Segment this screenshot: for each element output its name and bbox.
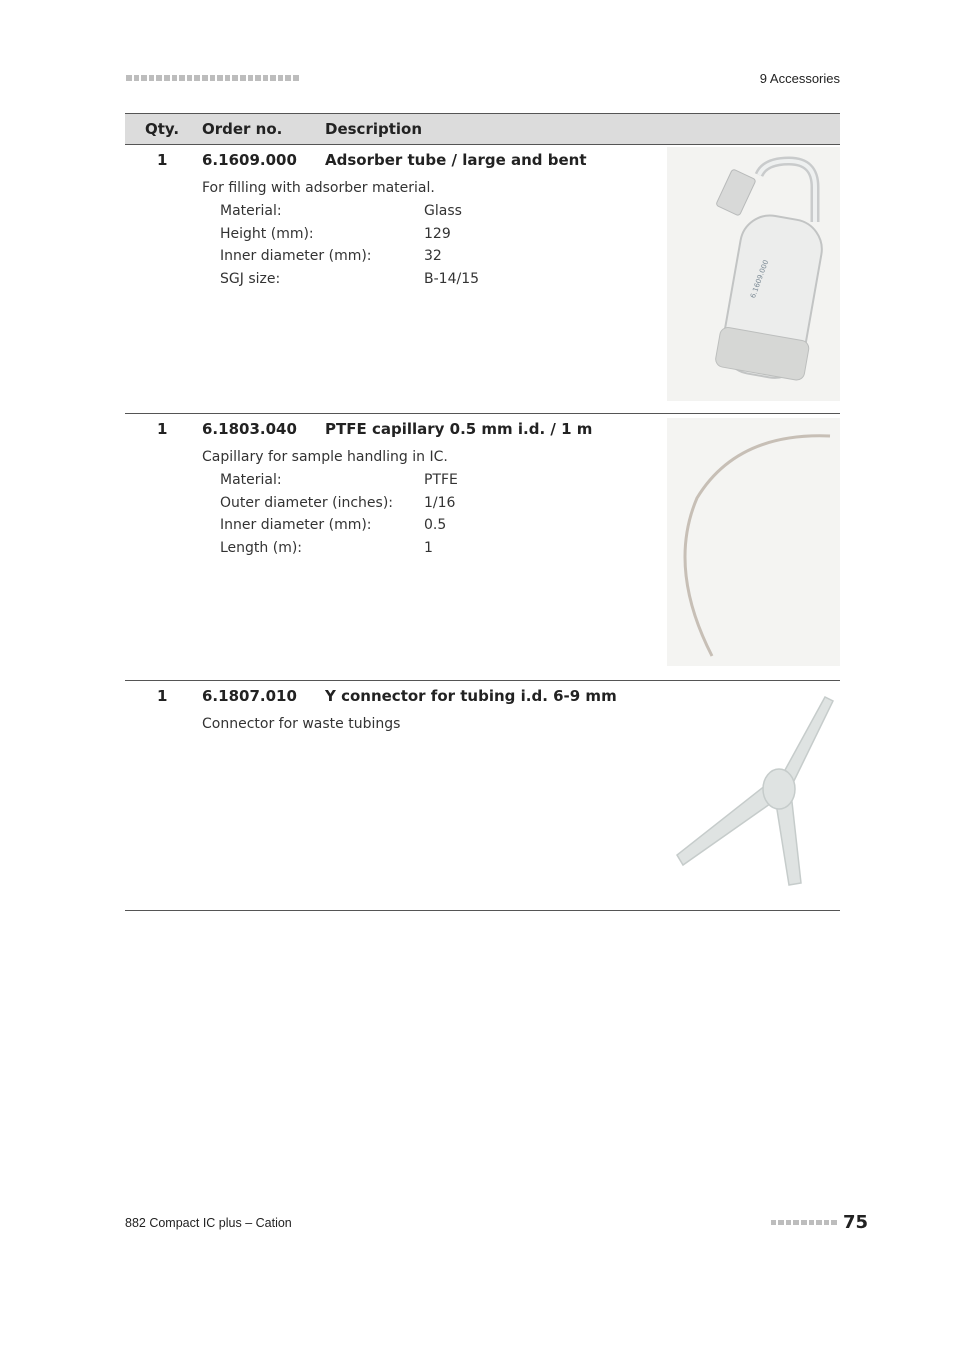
- row-title: Adsorber tube / large and bent: [325, 151, 587, 169]
- row-description: For filling with adsorber material.: [202, 180, 435, 196]
- spec-item: Length (m): 1: [220, 539, 433, 556]
- footer-decoration: [771, 1220, 837, 1226]
- spec-list: [220, 472, 458, 562]
- adsorber-tube-image: [667, 147, 840, 401]
- row-title: PTFE capillary 0.5 mm i.d. / 1 m: [325, 420, 593, 438]
- ptfe-capillary-image: [667, 418, 840, 666]
- spec-item: Material: PTFE: [220, 472, 458, 488]
- page-number: 75: [842, 1212, 868, 1233]
- row-order-no: 6.1609.000: [202, 151, 297, 169]
- row-description: Capillary for sample handling in IC.: [202, 449, 448, 465]
- spec-list: [220, 203, 479, 293]
- spec-item: Material: Glass: [220, 203, 462, 219]
- column-description: Description: [325, 120, 423, 138]
- column-order-no: Order no.: [202, 120, 283, 138]
- spec-item: SGJ size: B-14/15: [220, 270, 480, 287]
- row-qty: 1: [157, 151, 168, 169]
- table-row: [125, 681, 840, 911]
- spec-item: Outer diameter (inches): 1/16: [220, 494, 456, 511]
- table-row: [125, 145, 840, 414]
- table-row: [125, 414, 840, 681]
- accessories-table: [125, 113, 840, 911]
- row-title: Y connector for tubing i.d. 6-9 mm: [325, 687, 617, 705]
- table-header: [125, 113, 840, 145]
- footer-product: 882 Compact IC plus – Cation: [125, 1216, 292, 1230]
- row-qty: 1: [157, 687, 168, 705]
- section-title: 9 Accessories: [759, 71, 840, 86]
- footer-page: [771, 1212, 868, 1233]
- row-order-no: 6.1803.040: [202, 420, 297, 438]
- row-description: Connector for waste tubings: [202, 716, 401, 732]
- header-decoration: [126, 75, 299, 81]
- y-connector-image: [667, 689, 840, 893]
- column-qty: Qty.: [145, 120, 180, 138]
- spec-item: Height (mm): 129: [220, 225, 451, 242]
- image-label: 6.1609.000: [749, 258, 771, 300]
- spec-item: Inner diameter (mm): 32: [220, 248, 442, 264]
- row-qty: 1: [157, 420, 168, 438]
- spec-item: Inner diameter (mm): 0.5: [220, 517, 447, 533]
- row-order-no: 6.1807.010: [202, 687, 297, 705]
